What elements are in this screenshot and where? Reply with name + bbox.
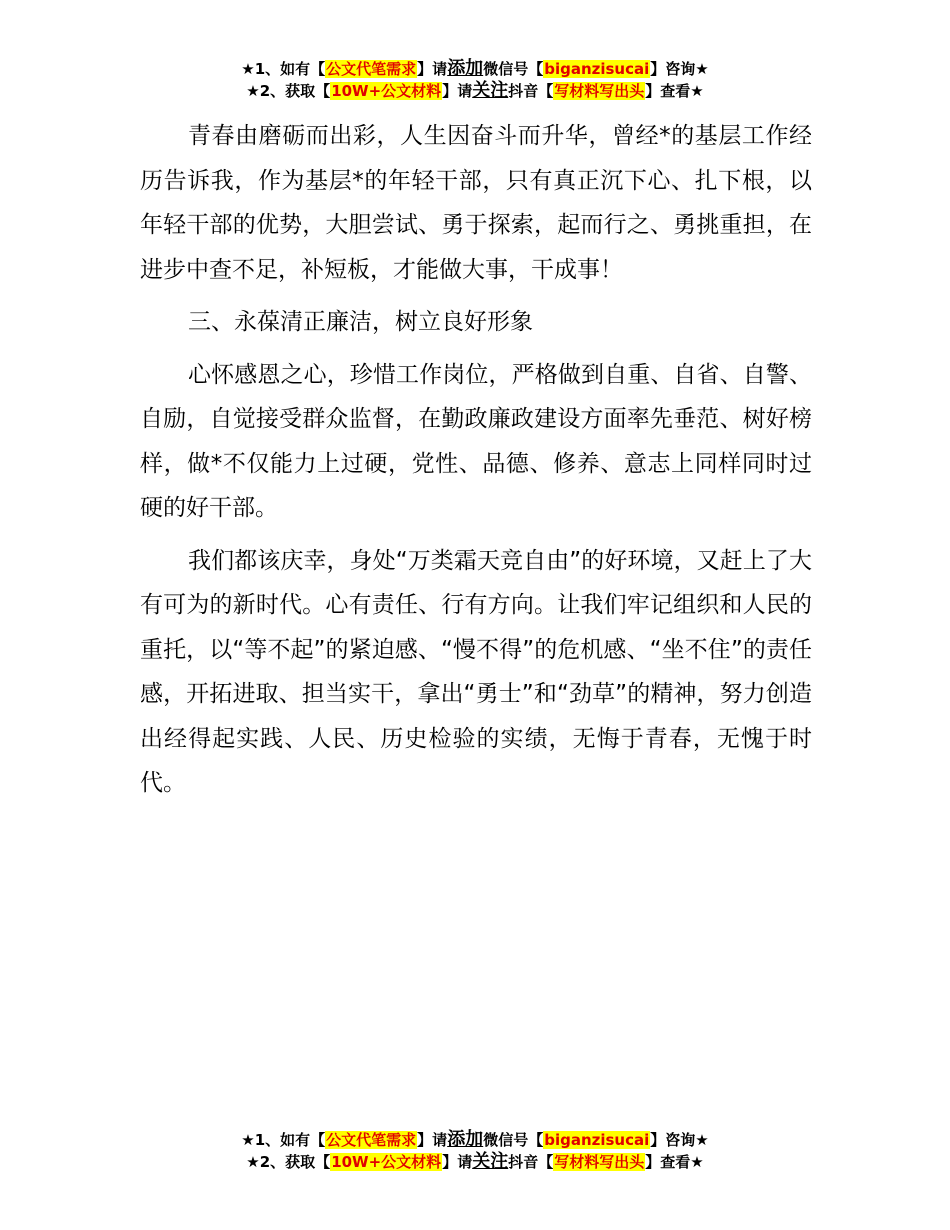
banner-text: 2、获取【 [259, 1153, 331, 1171]
emphasis-follow: 关注 [472, 1151, 509, 1172]
highlight-douyin-account: 写材料写出头 [554, 82, 645, 100]
emphasis-add: 添加 [447, 58, 484, 79]
banner-text: 抖音【 [508, 82, 554, 100]
paragraph-gratitude: 心怀感恩之心，珍惜工作岗位，严格做到自重、自省、自警、自励，自觉接受群众监督，在勤政廉政建设方面率先垂范、树好榜样，做*不仅能力上过硬，党性、品德、修养、意志上同样同时过硬的好干部。 [140, 361, 812, 521]
banner-text: 2、获取【 [259, 82, 331, 100]
header-banner [0, 58, 950, 102]
section-heading-integrity: 三、永葆清正廉洁，树立良好形象 [188, 309, 533, 335]
highlight-wechat-id: biganzisucai [544, 60, 650, 78]
highlight-wechat-id: biganzisucai [544, 1131, 650, 1149]
banner-line-1 [0, 58, 950, 80]
paragraph-new-era: 我们都该庆幸，身处“万类霜天竞自由”的好环境，又赶上了大有可为的新时代。心有责任、行有方向。让我们牢记组织和人民的重托，以“等不起”的紧迫感、“慢不得”的危机感、“坐不住”的责任感，开拓进取、担当实干，拿出“勇士”和“劲草”的精神，努力创造出经得起实践、人民、历史检验的实绩，无悔于青春，无愧于时代。 [140, 547, 812, 796]
banner-text: 1、如有【 [254, 60, 326, 78]
footer-banner [0, 1129, 950, 1173]
emphasis-add: 添加 [447, 1129, 484, 1150]
banner-text: 】请 [417, 1131, 448, 1149]
banner-text: 】请 [442, 82, 473, 100]
banner-line-2 [0, 80, 950, 102]
banner-line-1 [0, 1129, 950, 1151]
highlight-materials: 10W+公文材料 [331, 1153, 442, 1171]
highlight-douyin-account: 写材料写出头 [554, 1153, 645, 1171]
banner-text: 】请 [417, 60, 448, 78]
emphasis-follow: 关注 [472, 80, 509, 101]
banner-text: 】查看 [645, 82, 691, 100]
star-icon: ★ [241, 60, 255, 78]
banner-text: 】查看 [645, 1153, 691, 1171]
star-icon: ★ [690, 1153, 704, 1171]
banner-text: 】咨询 [650, 1131, 696, 1149]
star-icon: ★ [695, 60, 709, 78]
document-body [140, 114, 812, 814]
star-icon: ★ [695, 1131, 709, 1149]
star-icon: ★ [241, 1131, 255, 1149]
paragraph-youth: 青春由磨砺而出彩，人生因奋斗而升华，曾经*的基层工作经历告诉我，作为基层*的年轻干部，只有真正沉下心、扎下根，以年轻干部的优势，大胆尝试、勇于探索，起而行之、勇挑重担，在进步中查不足，补短板，才能做大事，干成事！ [140, 123, 812, 283]
banner-text: 1、如有【 [254, 1131, 326, 1149]
banner-text: 】咨询 [650, 60, 696, 78]
star-icon: ★ [246, 82, 260, 100]
banner-text: 】请 [442, 1153, 473, 1171]
highlight-service: 公文代笔需求 [326, 1131, 417, 1149]
banner-text: 微信号【 [483, 60, 544, 78]
banner-line-2 [0, 1151, 950, 1173]
star-icon: ★ [690, 82, 704, 100]
banner-text: 微信号【 [483, 1131, 544, 1149]
star-icon: ★ [246, 1153, 260, 1171]
banner-text: 抖音【 [508, 1153, 554, 1171]
highlight-service: 公文代笔需求 [326, 60, 417, 78]
highlight-materials: 10W+公文材料 [331, 82, 442, 100]
